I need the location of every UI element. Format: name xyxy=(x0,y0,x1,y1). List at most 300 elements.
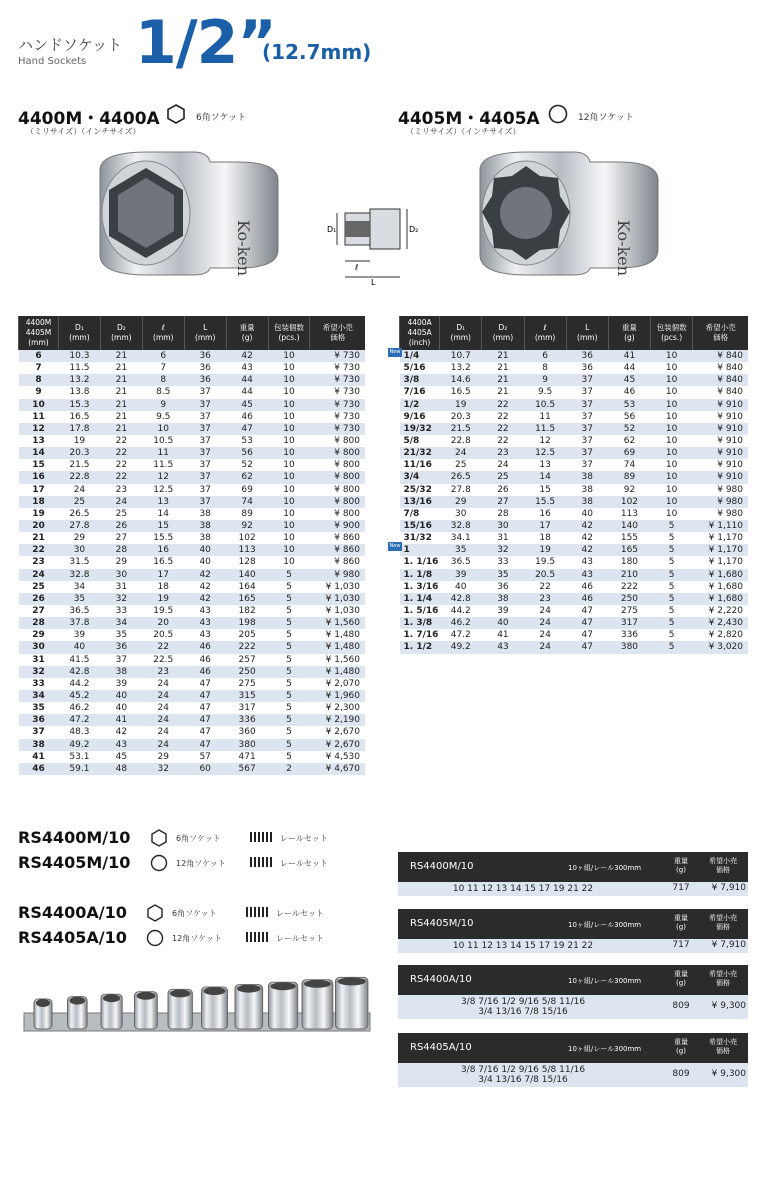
table-row xyxy=(400,496,749,508)
value-cell: 5 xyxy=(651,544,693,556)
value-cell: 22.8 xyxy=(440,435,482,447)
value-cell: 74 xyxy=(226,496,268,508)
value-cell: 47 xyxy=(566,641,608,653)
value-cell: 205 xyxy=(226,629,268,641)
value-cell: 49.2 xyxy=(58,739,100,751)
value-cell: 34.1 xyxy=(440,532,482,544)
value-cell: 44.2 xyxy=(58,678,100,690)
value-cell: 42 xyxy=(226,350,268,362)
price-cell: ¥ 980 xyxy=(693,496,748,508)
price-cell: ¥ 910 xyxy=(693,459,748,471)
value-cell: 27 xyxy=(100,532,142,544)
value-cell: 13.2 xyxy=(440,362,482,374)
price-cell: ¥ 2,300 xyxy=(310,702,365,714)
value-cell: 10 xyxy=(268,520,310,532)
value-cell: 16.5 xyxy=(142,556,184,568)
rail-socket-opening xyxy=(338,977,366,985)
value-cell: 24 xyxy=(524,641,566,653)
table-row xyxy=(400,399,749,411)
value-cell: 165 xyxy=(226,593,268,605)
table-row xyxy=(19,435,366,447)
price-cell: ¥ 840 xyxy=(693,386,748,398)
value-cell: 43 xyxy=(184,629,226,641)
value-cell: 40 xyxy=(482,617,524,629)
column-header: D₂ (mm) xyxy=(100,316,142,350)
rail-icon xyxy=(250,857,272,867)
value-cell: 25 xyxy=(58,496,100,508)
value-cell: 53 xyxy=(608,399,650,411)
value-cell: 43 xyxy=(226,362,268,374)
size-cell: 1. 5/16 xyxy=(400,605,440,617)
value-cell: 29 xyxy=(100,556,142,568)
value-cell: 47 xyxy=(184,702,226,714)
value-cell: 5 xyxy=(268,581,310,593)
price-cell: ¥ 730 xyxy=(310,350,365,362)
price-cell: ¥ 840 xyxy=(693,362,748,374)
value-cell: 22 xyxy=(482,423,524,435)
value-cell: 24 xyxy=(142,739,184,751)
price-cell: ¥ 1,560 xyxy=(310,617,365,629)
table-row xyxy=(19,496,366,508)
size-cell: 25/32 xyxy=(400,484,440,496)
column-header: 包装個数 (pcs.) xyxy=(268,316,310,350)
table-row xyxy=(19,484,366,496)
value-cell: 8.5 xyxy=(142,386,184,398)
table-row xyxy=(400,350,749,362)
rail-icon xyxy=(246,907,268,917)
value-cell: 37.8 xyxy=(58,617,100,629)
rail-socket-opening xyxy=(271,982,296,990)
price-cell: ¥ 860 xyxy=(310,556,365,568)
price-cell: ¥ 800 xyxy=(310,484,365,496)
size-cell: 31/32 xyxy=(400,532,440,544)
rail-set-label: レールセット xyxy=(276,909,324,918)
size-cell: 3/4 xyxy=(400,471,440,483)
value-cell: 155 xyxy=(608,532,650,544)
price-cell: ¥ 860 xyxy=(310,544,365,556)
value-cell: 9 xyxy=(142,399,184,411)
table-row xyxy=(19,520,366,532)
value-cell: 198 xyxy=(226,617,268,629)
value-cell: 20.3 xyxy=(58,447,100,459)
value-cell: 10 xyxy=(651,508,693,520)
left-spec-table xyxy=(18,316,365,775)
price-cell: ¥ 800 xyxy=(310,508,365,520)
size-cell: 5/8 xyxy=(400,435,440,447)
value-cell: 38 xyxy=(566,496,608,508)
size-cell: 11/16 xyxy=(400,459,440,471)
set-desc: 10ヶ組/レール300mm xyxy=(568,864,642,872)
value-cell: 10 xyxy=(268,544,310,556)
size-cell: 5/16 xyxy=(400,362,440,374)
price-cell: ¥ 1,480 xyxy=(310,629,365,641)
value-cell: 15.5 xyxy=(524,496,566,508)
size-cell: 38 xyxy=(19,739,59,751)
set-table xyxy=(398,1033,748,1087)
price-cell: ¥ 1,170 xyxy=(693,544,748,556)
price-header: 希望小売 価格 xyxy=(709,857,737,874)
weight-header: 重量 (g) xyxy=(674,914,688,931)
value-cell: 24 xyxy=(142,714,184,726)
value-cell: 10 xyxy=(268,350,310,362)
value-cell: 62 xyxy=(608,435,650,447)
value-cell: 24 xyxy=(58,484,100,496)
value-cell: 23 xyxy=(142,666,184,678)
value-cell: 36 xyxy=(482,581,524,593)
size-cell: 22 xyxy=(19,544,59,556)
price-cell: ¥ 1,960 xyxy=(310,690,365,702)
value-cell: 37 xyxy=(566,459,608,471)
value-cell: 317 xyxy=(226,702,268,714)
weight-header: 重量 (g) xyxy=(674,1038,688,1055)
table-row xyxy=(400,423,749,435)
value-cell: 49.2 xyxy=(440,641,482,653)
value-cell: 22 xyxy=(100,447,142,459)
value-cell: 10 xyxy=(651,471,693,483)
price-cell: ¥ 2,070 xyxy=(310,678,365,690)
table-row xyxy=(19,666,366,678)
price-cell: ¥ 800 xyxy=(310,447,365,459)
value-cell: 14.6 xyxy=(440,374,482,386)
value-cell: 32 xyxy=(142,763,184,775)
value-cell: 10 xyxy=(268,484,310,496)
table-row xyxy=(19,350,366,362)
price-cell: ¥ 2,820 xyxy=(693,629,748,641)
price-cell: ¥ 1,680 xyxy=(693,569,748,581)
price-cell: ¥ 2,190 xyxy=(310,714,365,726)
value-cell: 10 xyxy=(651,411,693,423)
size-cell: 11 xyxy=(19,411,59,423)
value-cell: 19 xyxy=(58,435,100,447)
value-cell: 24 xyxy=(524,617,566,629)
value-cell: 17.8 xyxy=(58,423,100,435)
value-cell: 35 xyxy=(58,593,100,605)
table-row xyxy=(19,629,366,641)
brand-engraving: Ko-ken xyxy=(234,220,253,277)
value-cell: 10 xyxy=(651,447,693,459)
rail-socket-opening xyxy=(304,980,331,988)
size-cell: 29 xyxy=(19,629,59,641)
weight-header: 重量 (g) xyxy=(674,970,688,987)
value-cell: 37 xyxy=(184,423,226,435)
value-cell: 5 xyxy=(268,739,310,751)
value-cell: 5 xyxy=(651,569,693,581)
value-cell: 15 xyxy=(524,484,566,496)
new-badge: New xyxy=(389,543,401,549)
value-cell: 42.8 xyxy=(440,593,482,605)
value-cell: 22.8 xyxy=(58,471,100,483)
value-cell: 56 xyxy=(608,411,650,423)
value-cell: 36 xyxy=(184,350,226,362)
set-desc: 10ヶ組/レール300mm xyxy=(568,977,642,985)
value-cell: 56 xyxy=(226,447,268,459)
value-cell: 5 xyxy=(268,569,310,581)
table-row xyxy=(19,411,366,423)
value-cell: 26 xyxy=(482,484,524,496)
value-cell: 40 xyxy=(184,556,226,568)
value-cell: 10 xyxy=(268,508,310,520)
value-cell: 41.5 xyxy=(58,654,100,666)
value-cell: 10 xyxy=(268,411,310,423)
value-cell: 52 xyxy=(608,423,650,435)
price-cell: ¥ 910 xyxy=(693,447,748,459)
value-cell: 10 xyxy=(268,496,310,508)
value-cell: 38 xyxy=(184,508,226,520)
value-cell: 45.2 xyxy=(58,690,100,702)
value-cell: 6 xyxy=(142,350,184,362)
value-cell: 29 xyxy=(142,751,184,763)
hex-icon xyxy=(150,829,168,847)
value-cell: 60 xyxy=(184,763,226,775)
value-cell: 29 xyxy=(440,496,482,508)
value-cell: 37 xyxy=(184,496,226,508)
table-row xyxy=(19,362,366,374)
size-cell: 6 xyxy=(19,350,59,362)
value-cell: 102 xyxy=(608,496,650,508)
size-cell: 10 xyxy=(19,399,59,411)
dimension-diagram xyxy=(325,205,419,287)
table-row xyxy=(19,605,366,617)
value-cell: 10 xyxy=(651,399,693,411)
rail-socket-opening xyxy=(170,989,190,997)
size-cell: 19 xyxy=(19,508,59,520)
right-model-type: 12角ソケット xyxy=(578,113,634,123)
size-cell: 33 xyxy=(19,678,59,690)
price-cell: ¥ 2,220 xyxy=(693,605,748,617)
value-cell: 40 xyxy=(58,641,100,653)
table-row xyxy=(400,411,749,423)
value-cell: 21 xyxy=(482,362,524,374)
table-row xyxy=(400,508,749,520)
brand-engraving: Ko-ken xyxy=(614,220,633,277)
right-model-title: 4405M・4405A xyxy=(398,109,540,129)
price-cell: ¥ 1,170 xyxy=(693,532,748,544)
set-sizes: 10 11 12 13 14 15 17 19 21 22 xyxy=(452,941,594,951)
value-cell: 18 xyxy=(524,532,566,544)
value-cell: 47 xyxy=(184,739,226,751)
table-row xyxy=(19,641,366,653)
rail-set-type: 6角ソケット xyxy=(172,909,217,918)
value-cell: 74 xyxy=(608,459,650,471)
value-cell: 22 xyxy=(142,641,184,653)
value-cell: 35 xyxy=(482,569,524,581)
value-cell: 140 xyxy=(226,569,268,581)
value-cell: 46 xyxy=(608,386,650,398)
value-cell: 21 xyxy=(100,423,142,435)
value-cell: 47.2 xyxy=(58,714,100,726)
value-cell: 6 xyxy=(524,350,566,362)
table-row xyxy=(400,617,749,629)
rail-set-label: レールセット xyxy=(276,934,324,943)
value-cell: 57 xyxy=(184,751,226,763)
size-cell: 31 xyxy=(19,654,59,666)
value-cell: 5 xyxy=(268,654,310,666)
value-cell: 17 xyxy=(524,520,566,532)
value-cell: 9.5 xyxy=(524,386,566,398)
value-cell: 13 xyxy=(142,496,184,508)
rail-set-title: RS4405A/10 xyxy=(18,928,127,947)
value-cell: 38 xyxy=(184,532,226,544)
price-cell: ¥ 980 xyxy=(310,569,365,581)
value-cell: 19.5 xyxy=(524,556,566,568)
value-cell: 20.5 xyxy=(142,629,184,641)
value-cell: 47.2 xyxy=(440,629,482,641)
column-header: D₂ (mm) xyxy=(482,316,524,350)
size-cell: 28 xyxy=(19,617,59,629)
table-row xyxy=(19,459,366,471)
column-header: D₁ (mm) xyxy=(58,316,100,350)
size-cell: 20 xyxy=(19,520,59,532)
rail-socket-opening xyxy=(70,997,86,1005)
table-row xyxy=(19,423,366,435)
value-cell: 10.5 xyxy=(524,399,566,411)
value-cell: 19 xyxy=(524,544,566,556)
column-header: D₁ (mm) xyxy=(440,316,482,350)
value-cell: 5 xyxy=(651,629,693,641)
value-cell: 5 xyxy=(268,666,310,678)
value-cell: 22 xyxy=(482,435,524,447)
value-cell: 47 xyxy=(566,629,608,641)
column-header: L (mm) xyxy=(184,316,226,350)
set-price: ¥ 7,910 xyxy=(711,883,746,893)
value-cell: 39 xyxy=(58,629,100,641)
price-cell: ¥ 800 xyxy=(310,471,365,483)
value-cell: 16 xyxy=(142,544,184,556)
value-cell: 165 xyxy=(608,544,650,556)
size-cell: 23 xyxy=(19,556,59,568)
value-cell: 38 xyxy=(100,666,142,678)
value-cell: 43 xyxy=(482,641,524,653)
set-name: RS4400M/10 xyxy=(410,861,474,872)
size-cell: 7 xyxy=(19,362,59,374)
price-cell: ¥ 730 xyxy=(310,423,365,435)
price-cell: ¥ 910 xyxy=(693,399,748,411)
value-cell: 222 xyxy=(608,581,650,593)
value-cell: 37 xyxy=(184,386,226,398)
size-cell: 15 xyxy=(19,459,59,471)
value-cell: 10 xyxy=(142,423,184,435)
column-header: ℓ (mm) xyxy=(524,316,566,350)
value-cell: 24 xyxy=(142,690,184,702)
value-cell: 9.5 xyxy=(142,411,184,423)
rail-set-type: 12角ソケット xyxy=(176,859,226,868)
value-cell: 20 xyxy=(142,617,184,629)
size-cell: 1. 1/2 xyxy=(400,641,440,653)
value-cell: 275 xyxy=(226,678,268,690)
size-cell: 1. 1/8 xyxy=(400,569,440,581)
value-cell: 25 xyxy=(100,508,142,520)
table-row xyxy=(19,702,366,714)
value-cell: 31.5 xyxy=(58,556,100,568)
value-cell: 10 xyxy=(651,435,693,447)
value-cell: 315 xyxy=(226,690,268,702)
value-cell: 42 xyxy=(100,726,142,738)
value-cell: 42 xyxy=(566,544,608,556)
table-row xyxy=(400,532,749,544)
value-cell: 53 xyxy=(226,435,268,447)
size-cell: 1. 1/4 xyxy=(400,593,440,605)
price-cell: ¥ 2,670 xyxy=(310,726,365,738)
size-cell: 13 xyxy=(19,435,59,447)
size-cell: 35 xyxy=(19,702,59,714)
set-sizes: 3/8 7/16 1/2 9/16 5/8 11/16 3/4 13/16 7/8 15/16 xyxy=(460,997,586,1017)
set-weight: 717 xyxy=(672,883,690,893)
price-header: 希望小売 価格 xyxy=(709,914,737,931)
value-cell: 14 xyxy=(524,471,566,483)
table-row xyxy=(400,459,749,471)
value-cell: 23 xyxy=(524,593,566,605)
value-cell: 21.5 xyxy=(58,459,100,471)
table-row xyxy=(400,484,749,496)
value-cell: 18 xyxy=(142,581,184,593)
value-cell: 24 xyxy=(440,447,482,459)
value-cell: 21.5 xyxy=(440,423,482,435)
table-row xyxy=(400,471,749,483)
value-cell: 182 xyxy=(226,605,268,617)
value-cell: 36 xyxy=(184,374,226,386)
value-cell: 336 xyxy=(608,629,650,641)
right-spec-table xyxy=(399,316,748,654)
table-row xyxy=(400,641,749,653)
price-cell: ¥ 1,480 xyxy=(310,641,365,653)
value-cell: 39 xyxy=(440,569,482,581)
rail-icon xyxy=(250,832,272,842)
value-cell: 10 xyxy=(268,435,310,447)
value-cell: 17 xyxy=(142,569,184,581)
value-cell: 5 xyxy=(268,605,310,617)
table-row xyxy=(19,399,366,411)
size-cell: 9 xyxy=(19,386,59,398)
value-cell: 30 xyxy=(100,569,142,581)
value-cell: 275 xyxy=(608,605,650,617)
value-cell: 37 xyxy=(184,435,226,447)
value-cell: 33 xyxy=(482,556,524,568)
price-cell: ¥ 840 xyxy=(693,374,748,386)
column-header: 希望小売 価格 xyxy=(693,316,748,350)
size-cell: 21 xyxy=(19,532,59,544)
column-header: 包装個数 (pcs.) xyxy=(651,316,693,350)
value-cell: 113 xyxy=(226,544,268,556)
value-cell: 11 xyxy=(142,447,184,459)
value-cell: 46 xyxy=(566,593,608,605)
price-cell: ¥ 910 xyxy=(693,471,748,483)
value-cell: 113 xyxy=(608,508,650,520)
value-cell: 15.3 xyxy=(58,399,100,411)
size-cell: 18 xyxy=(19,496,59,508)
value-cell: 5 xyxy=(651,593,693,605)
value-cell: 47 xyxy=(566,605,608,617)
price-cell: ¥ 730 xyxy=(310,411,365,423)
value-cell: 21 xyxy=(100,386,142,398)
rail-set-title: RS4400M/10 xyxy=(18,828,131,847)
set-table-header xyxy=(398,1033,748,1063)
value-cell: 36.5 xyxy=(440,556,482,568)
value-cell: 12 xyxy=(142,471,184,483)
set-sizes: 3/8 7/16 1/2 9/16 5/8 11/16 3/4 13/16 7/8 15/16 xyxy=(460,1065,586,1085)
column-header: L (mm) xyxy=(566,316,608,350)
value-cell: 44 xyxy=(608,362,650,374)
value-cell: 471 xyxy=(226,751,268,763)
value-cell: 5 xyxy=(268,690,310,702)
value-cell: 45 xyxy=(100,751,142,763)
value-cell: 26.5 xyxy=(440,471,482,483)
header-en-title: Hand Sockets xyxy=(18,56,87,67)
table-row xyxy=(19,508,366,520)
value-cell: 13.2 xyxy=(58,374,100,386)
value-cell: 250 xyxy=(608,593,650,605)
value-cell: 16.5 xyxy=(440,386,482,398)
table-row xyxy=(19,386,366,398)
